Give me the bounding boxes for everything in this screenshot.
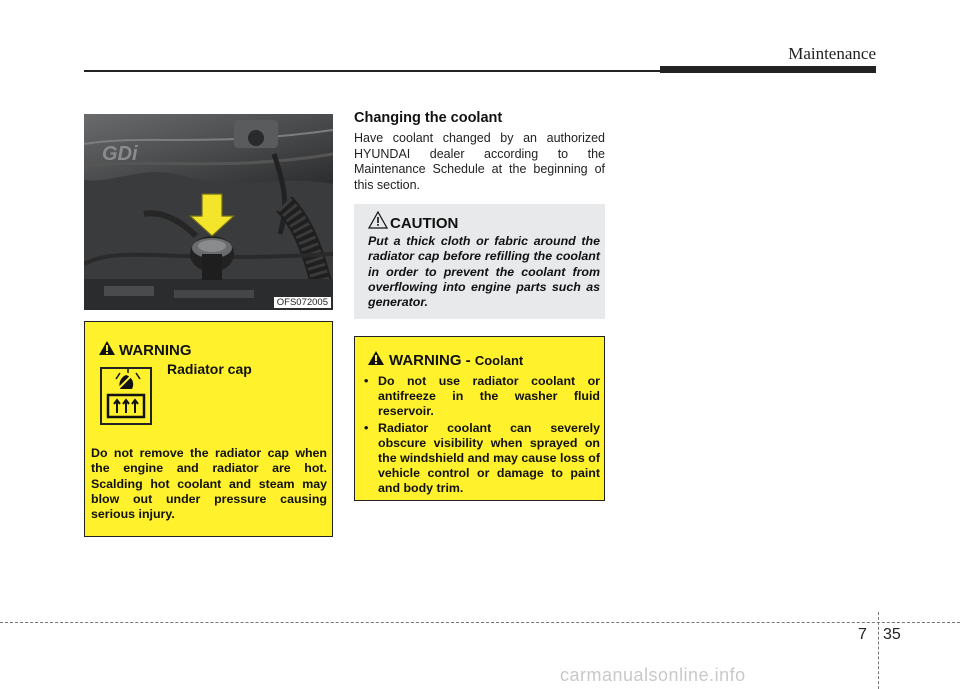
- footer-divider: [878, 612, 879, 689]
- warning-coolant-label: WARNING -: [389, 352, 471, 369]
- header-rule-thick: [660, 66, 876, 73]
- caution-box: [354, 204, 605, 319]
- warning-coolant-list: [361, 374, 600, 498]
- caution-triangle-icon: [368, 211, 388, 229]
- list-item: [361, 374, 600, 419]
- bullet-icon: •: [364, 374, 369, 388]
- warning-radiator-box: [84, 321, 333, 537]
- list-item-text: Do not use radiator coolant or antifreeze in the washer fluid reservoir.: [378, 374, 600, 418]
- chapter-number: 7: [858, 626, 867, 643]
- warning-coolant-box: [354, 336, 605, 501]
- footer-rule: [0, 622, 960, 623]
- section-title: Maintenance: [788, 44, 876, 63]
- warning-radiator-text: Do not remove the radiator cap when the engine and radiator are hot. Scalding hot coolant and steam may blow out under pressure causing serious injury.: [91, 446, 327, 522]
- warning-triangle-icon: [367, 350, 385, 366]
- changing-coolant-heading: Changing the coolant: [354, 110, 503, 126]
- photo-code: OFS072005: [274, 297, 331, 308]
- warning-triangle-icon: [98, 340, 116, 356]
- warning-subtitle: Radiator cap: [167, 361, 252, 377]
- engine-badge: GDi: [102, 143, 138, 165]
- list-item: [361, 421, 600, 496]
- page-number: 35: [883, 626, 901, 643]
- bullet-icon: •: [364, 421, 369, 435]
- caution-heading: CAUTION: [390, 215, 459, 232]
- list-item-text: Radiator coolant can severely obscure visibility when sprayed on the windshield and may cause loss of vehicle control or damage to paint and body trim.: [378, 421, 600, 495]
- warning-coolant-subheading: Coolant: [474, 353, 524, 368]
- hot-radiator-icon: [100, 367, 152, 425]
- header-rule: [84, 70, 660, 72]
- changing-coolant-text: Have coolant changed by an authorized HYUNDAI dealer according to the Maintenance Schedule at the beginning of this section.: [354, 131, 605, 192]
- caution-text: Put a thick cloth or fabric around the radiator cap before refilling the coolant in order to prevent the coolant from overflowing into engine parts such as generator.: [368, 234, 600, 310]
- warning-heading: WARNING: [119, 342, 192, 359]
- engine-photo: [84, 114, 333, 310]
- warning-coolant-heading: [389, 352, 523, 369]
- watermark: carmanualsonline.info: [560, 665, 746, 685]
